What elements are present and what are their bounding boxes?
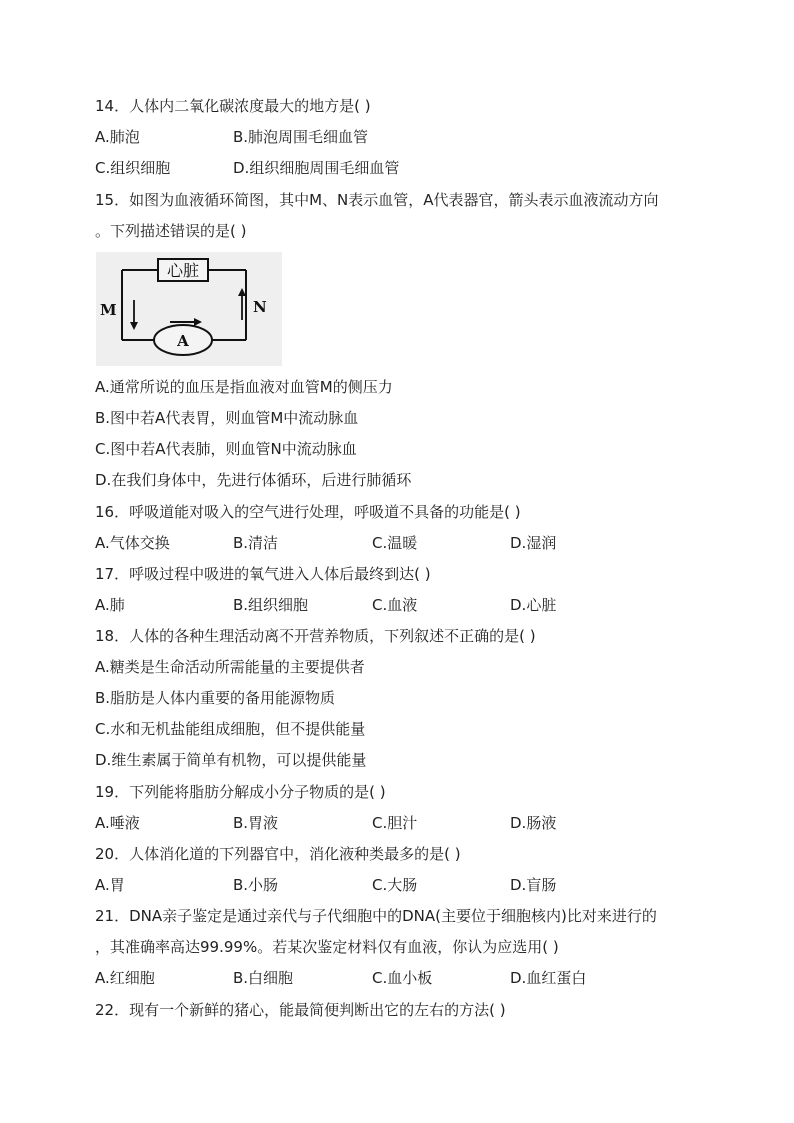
vessel-m-label: M [100, 301, 117, 319]
question-21-option-c: C.血小板 [372, 969, 433, 987]
question-17-option-b: B.组织细胞 [233, 596, 309, 614]
question-21-option-a: A.红细胞 [95, 969, 155, 987]
question-14-option-b: B.肺泡周围毛细血管 [233, 128, 369, 146]
question-18-option-b: B.脂肪是人体内重要的备用能源物质 [95, 689, 336, 707]
question-19-option-d: D.肠液 [510, 814, 557, 832]
organ-a-label: A [177, 332, 189, 350]
question-18-option-c: C.水和无机盐能组成细胞，但不提供能量 [95, 720, 366, 738]
question-15-stem-line-2: 。下列描述错误的是( ) [95, 222, 247, 240]
question-21-stem-line-2: ，其准确率高达99.99%。若某次鉴定材料仅有血液，你认为应选用( ) [95, 938, 559, 956]
question-20-option-b: B.小肠 [233, 876, 279, 894]
question-20-option-c: C.大肠 [372, 876, 418, 894]
question-21-stem-line-1: 21．DNA亲子鉴定是通过亲代与子代细胞中的DNA(主要位于细胞核内)比对来进行的 [95, 907, 657, 925]
question-20-stem: 20．人体消化道的下列器官中，消化液种类最多的是( ) [95, 845, 461, 863]
question-16-option-d: D.湿润 [510, 534, 557, 552]
question-14-stem: 14．人体内二氧化碳浓度最大的地方是( ) [95, 97, 371, 115]
question-17-option-c: C.血液 [372, 596, 418, 614]
question-14-option-c: C.组织细胞 [95, 159, 171, 177]
question-17-option-a: A.肺 [95, 596, 125, 614]
question-20-option-a: A.胃 [95, 876, 125, 894]
question-17-option-d: D.心脏 [510, 596, 557, 614]
question-15-option-d: D.在我们身体中，先进行体循环，后进行肺循环 [95, 471, 412, 489]
question-15-stem-line-1: 15．如图为血液循环简图，其中M、N表示血管，A代表器官，箭头表示血液流动方向 [95, 191, 659, 209]
question-21-option-b: B.白细胞 [233, 969, 294, 987]
heart-label: 心脏 [166, 261, 200, 280]
question-15-option-b: B.图中若A代表胃，则血管M中流动脉血 [95, 409, 359, 427]
question-18-option-a: A.糖类是生命活动所需能量的主要提供者 [95, 658, 365, 676]
question-15-option-c: C.图中若A代表肺，则血管N中流动脉血 [95, 440, 357, 458]
question-19-option-b: B.胃液 [233, 814, 279, 832]
question-19-stem: 19．下列能将脂肪分解成小分子物质的是( ) [95, 783, 386, 801]
question-18-stem: 18．人体的各种生理活动离不开营养物质，下列叙述不正确的是( ) [95, 627, 536, 645]
question-19-option-a: A.唾液 [95, 814, 140, 832]
question-16-option-b: B.清洁 [233, 534, 279, 552]
question-14-option-a: A.肺泡 [95, 128, 140, 146]
vessel-n-label: N [253, 298, 267, 316]
question-15-option-a: A.通常所说的血压是指血液对血管M的侧压力 [95, 378, 393, 396]
question-14-option-d: D.组织细胞周围毛细血管 [233, 159, 400, 177]
question-16-option-c: C.温暖 [372, 534, 418, 552]
question-16-stem: 16．呼吸道能对吸入的空气进行处理，呼吸道不具备的功能是( ) [95, 503, 521, 521]
question-16-option-a: A.气体交换 [95, 534, 170, 552]
question-22-stem: 22．现有一个新鲜的猪心，能最简便判断出它的左右的方法( ) [95, 1001, 506, 1019]
question-18-option-d: D.维生素属于简单有机物，可以提供能量 [95, 751, 367, 769]
question-19-option-c: C.胆汁 [372, 814, 418, 832]
question-17-stem: 17．呼吸过程中吸进的氧气进入人体后最终到达( ) [95, 565, 431, 583]
question-21-option-d: D.血红蛋白 [510, 969, 587, 987]
blood-circulation-diagram [96, 252, 282, 366]
question-20-option-d: D.盲肠 [510, 876, 557, 894]
